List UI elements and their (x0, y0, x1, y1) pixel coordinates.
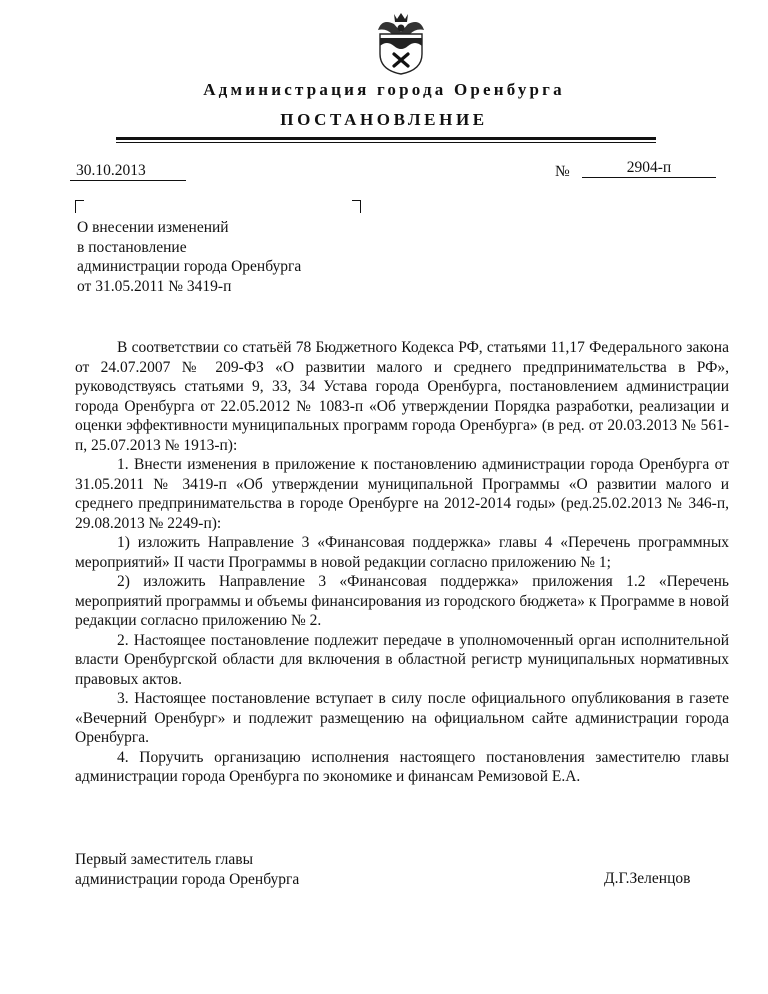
signatory-position-line: администрации города Оренбурга (75, 871, 300, 888)
subject-line: администрации города Оренбурга (77, 258, 302, 275)
subject-line: в постановление (77, 238, 187, 256)
header-divider-thin (116, 142, 656, 143)
subject-line: от 31.05.2011 № 3419-п (77, 277, 232, 295)
body-paragraph: В соответствии со статьёй 78 Бюджетного Кодекса РФ, статьями 11,17 Федерального закона от 24.07.2007 № 209-ФЗ «О развитии малого и среднего предпринимательства в РФ», руководствуясь статьями 9, 33, 34 Устава города Оренбурга, постановлением администрации города Оренбурга от 22.05.2012 № 1083-п «Об утверждении Порядка разработки, реализации и оценки эффективности муниципальных программ города Оренбурга» (в ред. от 20.03.2013 № 561-п, 25.07.2013 № 1913-п): (75, 339, 729, 454)
subject-line: О внесении изменений (77, 219, 229, 236)
header-divider-thick (116, 137, 656, 140)
body-paragraph: 4. Поручить организацию исполнения настоящего постановления заместителю главы администрации города Оренбурга по экономике и финансам Ремизовой Е.А. (75, 748, 729, 785)
number-sign: № (555, 163, 570, 180)
body-paragraph: 2) изложить Направление 3 «Финансовая поддержка» приложения 1.2 «Перечень мероприятий программы и объемы финансирования из городского бюджета» к Программе в новой редакции согласно приложению № 2. (75, 573, 729, 629)
coat-of-arms-icon (372, 10, 430, 76)
body-paragraph: 1. Внести изменения в приложение к постановлению администрации города Оренбурга от 31.05.2011 № 3419-п «Об утверждении муниципальной Программы «О развитии малого и среднего предпринимательства в городе Оренбурге на 2012-2014 годы» (ред.25.02.2013 № 346-п, 29.08.2013 № 2249-п): (75, 456, 729, 532)
document-subject (77, 218, 301, 296)
body-paragraph: 3. Настоящее постановление вступает в силу после официального опубликования в газете «Вечерний Оренбург» и подлежит размещению на официальном сайте администрации города Оренбурга. (75, 690, 729, 746)
subject-corner-right (352, 200, 361, 213)
document-date: 30.10.2013 (70, 162, 186, 181)
signatory-position-line: Первый заместитель главы (75, 851, 254, 868)
body-paragraph: 2. Настоящее постановление подлежит передаче в уполномоченный орган исполнительной власти Оренбургской области для включения в областной регистр муниципальных нормативных правовых актов. (75, 631, 729, 688)
document-body (75, 338, 729, 787)
subject-corner-left (75, 200, 84, 213)
organization-name: Администрация города Оренбурга (203, 80, 565, 99)
signatory-position (75, 850, 299, 890)
document-number: 2904-п (582, 159, 716, 178)
signatory-name: Д.Г.Зеленцов (604, 870, 691, 887)
document-type-title: ПОСТАНОВЛЕНИЕ (280, 110, 488, 129)
body-paragraph: 1) изложить Направление 3 «Финансовая поддержка» главы 4 «Перечень программных мероприятий» II части Программы в новой редакции согласно приложению № 1; (75, 534, 729, 571)
